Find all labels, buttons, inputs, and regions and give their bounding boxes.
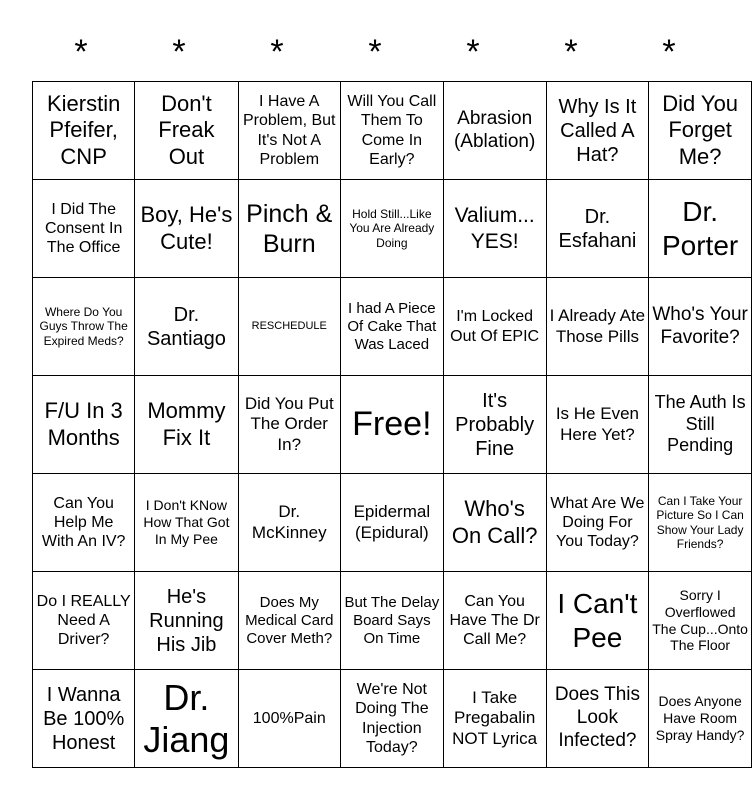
- header-star: *: [270, 33, 284, 71]
- bingo-cell[interactable]: Why Is It Called A Hat?: [546, 82, 649, 180]
- header-star: *: [368, 33, 382, 71]
- bingo-cell[interactable]: Dr. Jiang: [135, 670, 238, 768]
- bingo-cell[interactable]: I Wanna Be 100% Honest: [33, 670, 135, 768]
- bingo-cell[interactable]: Did You Forget Me?: [649, 82, 752, 180]
- header-star: *: [564, 33, 578, 71]
- bingo-cell[interactable]: Dr. Santiago: [135, 278, 238, 376]
- bingo-cell[interactable]: Does Anyone Have Room Spray Handy?: [649, 670, 752, 768]
- bingo-cell[interactable]: Epidermal (Epidural): [340, 474, 443, 572]
- board-row: [33, 180, 752, 278]
- bingo-cell[interactable]: Boy, He's Cute!: [135, 180, 238, 278]
- bingo-cell[interactable]: I Already Ate Those Pills: [546, 278, 649, 376]
- bingo-cell[interactable]: Can You Have The Dr Call Me?: [443, 572, 546, 670]
- header-row: [32, 30, 720, 80]
- header-star: *: [466, 33, 480, 71]
- bingo-cell[interactable]: It's Probably Fine: [443, 376, 546, 474]
- bingo-cell[interactable]: RESCHEDULE: [238, 278, 340, 376]
- bingo-cell[interactable]: But The Delay Board Says On Time: [340, 572, 443, 670]
- bingo-cell[interactable]: Valium... YES!: [443, 180, 546, 278]
- header-star: *: [662, 33, 676, 71]
- bingo-cell[interactable]: Dr. McKinney: [238, 474, 340, 572]
- header-star: *: [172, 33, 186, 71]
- bingo-cell[interactable]: Dr. Esfahani: [546, 180, 649, 278]
- bingo-cell[interactable]: I Don't KNow How That Got In My Pee: [135, 474, 238, 572]
- board-row: [33, 670, 752, 768]
- bingo-cell[interactable]: Kierstin Pfeifer, CNP: [33, 82, 135, 180]
- bingo-cell[interactable]: Who's On Call?: [443, 474, 546, 572]
- bingo-cell[interactable]: 100%Pain: [238, 670, 340, 768]
- board-row: [33, 278, 752, 376]
- bingo-cell[interactable]: Can You Help Me With An IV?: [33, 474, 135, 572]
- bingo-cell[interactable]: He's Running His Jib: [135, 572, 238, 670]
- board-row: [33, 474, 752, 572]
- bingo-cell[interactable]: Pinch & Burn: [238, 180, 340, 278]
- board-row: [33, 572, 752, 670]
- bingo-cell[interactable]: Dr. Porter: [649, 180, 752, 278]
- bingo-cell[interactable]: I'm Locked Out Of EPIC: [443, 278, 546, 376]
- bingo-cell[interactable]: Can I Take Your Picture So I Can Show Your Lady Friends?: [649, 474, 752, 572]
- bingo-cell[interactable]: Where Do You Guys Throw The Expired Meds?: [33, 278, 135, 376]
- bingo-cell[interactable]: I Have A Problem, But It's Not A Problem: [238, 82, 340, 180]
- bingo-cell[interactable]: We're Not Doing The Injection Today?: [340, 670, 443, 768]
- bingo-cell[interactable]: Did You Put The Order In?: [238, 376, 340, 474]
- free-space[interactable]: Free!: [340, 376, 443, 474]
- header-star: *: [74, 33, 88, 71]
- board-row: [33, 376, 752, 474]
- bingo-cell[interactable]: Who's Your Favorite?: [649, 278, 752, 376]
- bingo-cell[interactable]: F/U In 3 Months: [33, 376, 135, 474]
- bingo-cell[interactable]: What Are We Doing For You Today?: [546, 474, 649, 572]
- bingo-cell[interactable]: Will You Call Them To Come In Early?: [340, 82, 443, 180]
- bingo-cell[interactable]: Don't Freak Out: [135, 82, 238, 180]
- bingo-cell[interactable]: I Can't Pee: [546, 572, 649, 670]
- bingo-cell[interactable]: Abrasion (Ablation): [443, 82, 546, 180]
- board-row: [33, 82, 752, 180]
- bingo-cell[interactable]: Sorry I Overflowed The Cup...Onto The Floor: [649, 572, 752, 670]
- bingo-cell[interactable]: I Did The Consent In The Office: [33, 180, 135, 278]
- bingo-cell[interactable]: Is He Even Here Yet?: [546, 376, 649, 474]
- bingo-cell[interactable]: Does This Look Infected?: [546, 670, 649, 768]
- bingo-cell[interactable]: I had A Piece Of Cake That Was Laced: [340, 278, 443, 376]
- bingo-cell[interactable]: The Auth Is Still Pending: [649, 376, 752, 474]
- bingo-board: [32, 81, 752, 768]
- bingo-cell[interactable]: Hold Still...Like You Are Already Doing: [340, 180, 443, 278]
- bingo-cell[interactable]: Do I REALLY Need A Driver?: [33, 572, 135, 670]
- bingo-cell[interactable]: I Take Pregabalin NOT Lyrica: [443, 670, 546, 768]
- bingo-cell[interactable]: Does My Medical Card Cover Meth?: [238, 572, 340, 670]
- bingo-cell[interactable]: Mommy Fix It: [135, 376, 238, 474]
